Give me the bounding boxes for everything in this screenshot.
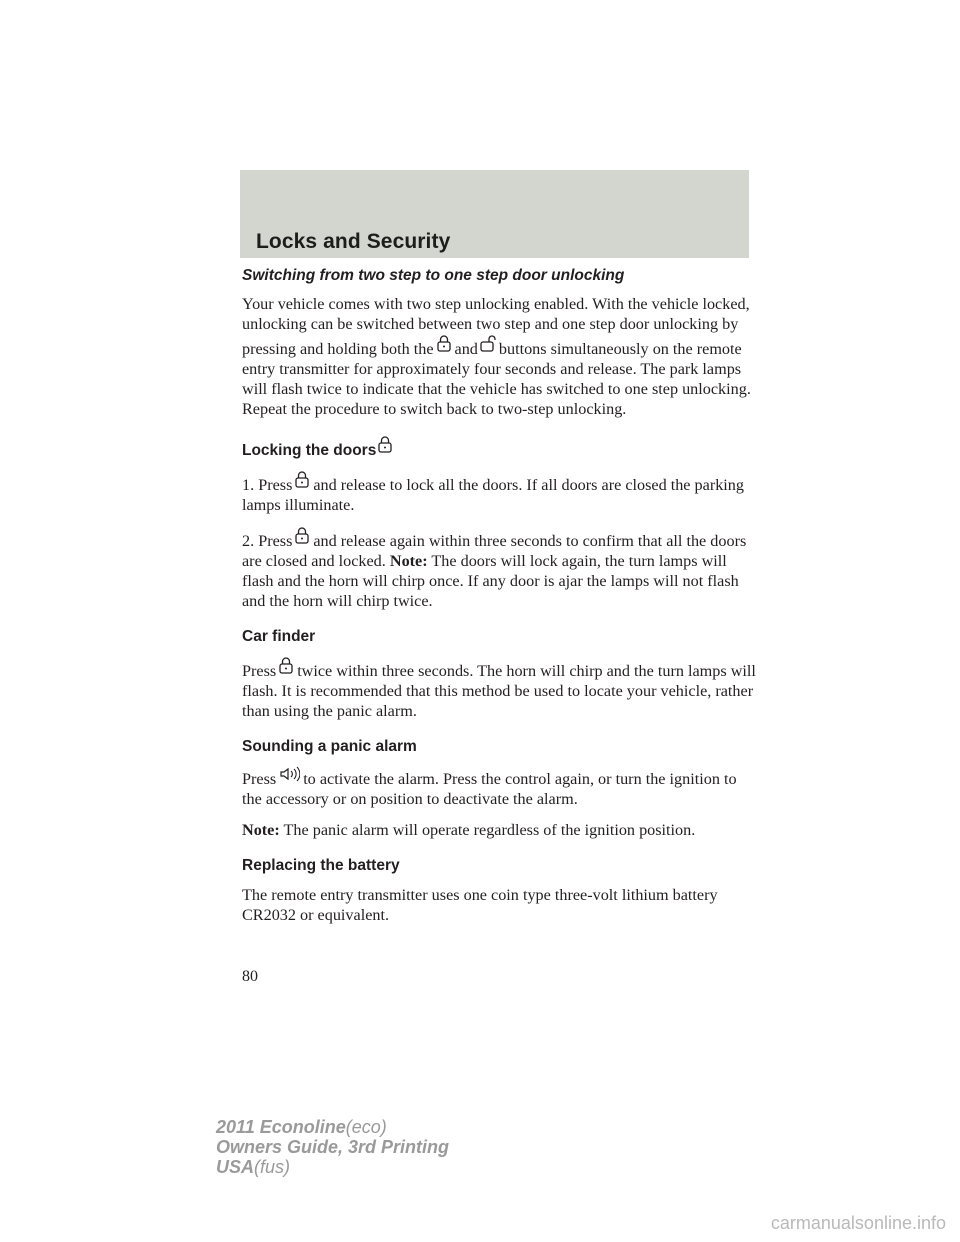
- panic-note-text: The panic alarm will operate regardless of the ignition position.: [283, 821, 696, 839]
- step1-press: 1. Press: [242, 476, 293, 494]
- footer-market-line: [216, 1157, 449, 1177]
- footer-model: 2011 Econoline: [216, 1117, 346, 1137]
- heading-two-step-unlocking: Switching from two step to one step door unlocking: [242, 267, 625, 284]
- paragraph-panic: [242, 766, 757, 809]
- section-title: Locks and Security: [256, 230, 451, 253]
- panic-text-cont: ignition to the accessory or on position to deactivate the alarm.: [242, 770, 737, 808]
- locking-heading-text: Locking the doors: [242, 442, 377, 459]
- panic-icon: [278, 766, 300, 782]
- panic-press: Press: [242, 770, 277, 788]
- footer-guide: Owners Guide, 3rd Printing: [216, 1137, 450, 1157]
- car-finder-press: Press: [242, 662, 277, 680]
- lock-icon: [436, 334, 452, 352]
- paragraph-two-step: [242, 294, 757, 419]
- section-header-band: [240, 170, 749, 258]
- lock-icon: [278, 656, 294, 674]
- note-text: The doors will lock again, the turn lamps will flash and the horn will chirp once. If any door is ajar the lamps will not flash and the horn will chirp twice.: [242, 552, 739, 610]
- unlock-icon: [480, 334, 496, 352]
- car-finder-text: twice within three seconds. The horn will chirp and the turn: [297, 662, 684, 680]
- panic-text: to activate the alarm. Press the control again, or turn the: [303, 770, 666, 788]
- footer-model-line: [216, 1117, 449, 1137]
- panic-note-label: Note:: [242, 821, 280, 839]
- paragraph-car-finder: [242, 656, 757, 721]
- footer-market: USA: [216, 1157, 255, 1177]
- heading-car-finder: Car finder: [242, 628, 316, 645]
- page-number: 80: [242, 968, 258, 985]
- heading-replacing-battery: Replacing the battery: [242, 857, 400, 874]
- two-step-buttons: buttons: [498, 340, 547, 358]
- document-footer: [216, 1117, 449, 1177]
- paragraph-battery: The remote entry transmitter uses one coin type three-volt lithium battery CR2032 or equivalent.: [242, 886, 718, 924]
- panic-note: [242, 820, 757, 840]
- footer-market-code: (fus): [254, 1157, 291, 1177]
- watermark: carmanualsonline.info: [770, 1213, 946, 1233]
- two-step-and: and: [454, 340, 478, 358]
- two-step-text-1: Your vehicle comes with two step unlocking enabled. With the vehicle locked, unlocking can be switched between two step and one step door unlocking by pressing and holding both the: [242, 295, 750, 358]
- note-label: Note:: [389, 552, 428, 570]
- step2-text-cont: the doors are closed and locked.: [242, 532, 747, 570]
- two-step-text-2: simultaneously on the remote entry transmitter for approximately four seconds and release. The park lamps will flash twice to indicate that the vehicle has switched to one step unlocking. Repeat the procedure to switch back to two-step unlocking.: [242, 340, 751, 418]
- step1-text-cont: parking lamps illuminate.: [242, 476, 744, 514]
- footer-model-code: (eco): [345, 1117, 387, 1137]
- page-content: [242, 266, 757, 936]
- heading-locking-doors: [242, 435, 757, 461]
- lock-icon: [294, 470, 310, 488]
- locking-step-2: [242, 526, 757, 611]
- heading-panic-alarm: Sounding a panic alarm: [242, 738, 417, 755]
- step1-text: and release to lock all the doors. If all doors are closed the: [313, 476, 691, 494]
- car-finder-text-cont: lamps will flash. It is recommended that this method be used to locate your vehicle, rather than using the panic alarm.: [242, 662, 756, 720]
- step2-press: 2. Press: [242, 532, 293, 550]
- lock-icon: [378, 435, 392, 453]
- locking-step-1: [242, 470, 757, 515]
- lock-icon: [294, 526, 310, 544]
- step2-text: and release again within three seconds to confirm that all: [313, 532, 683, 550]
